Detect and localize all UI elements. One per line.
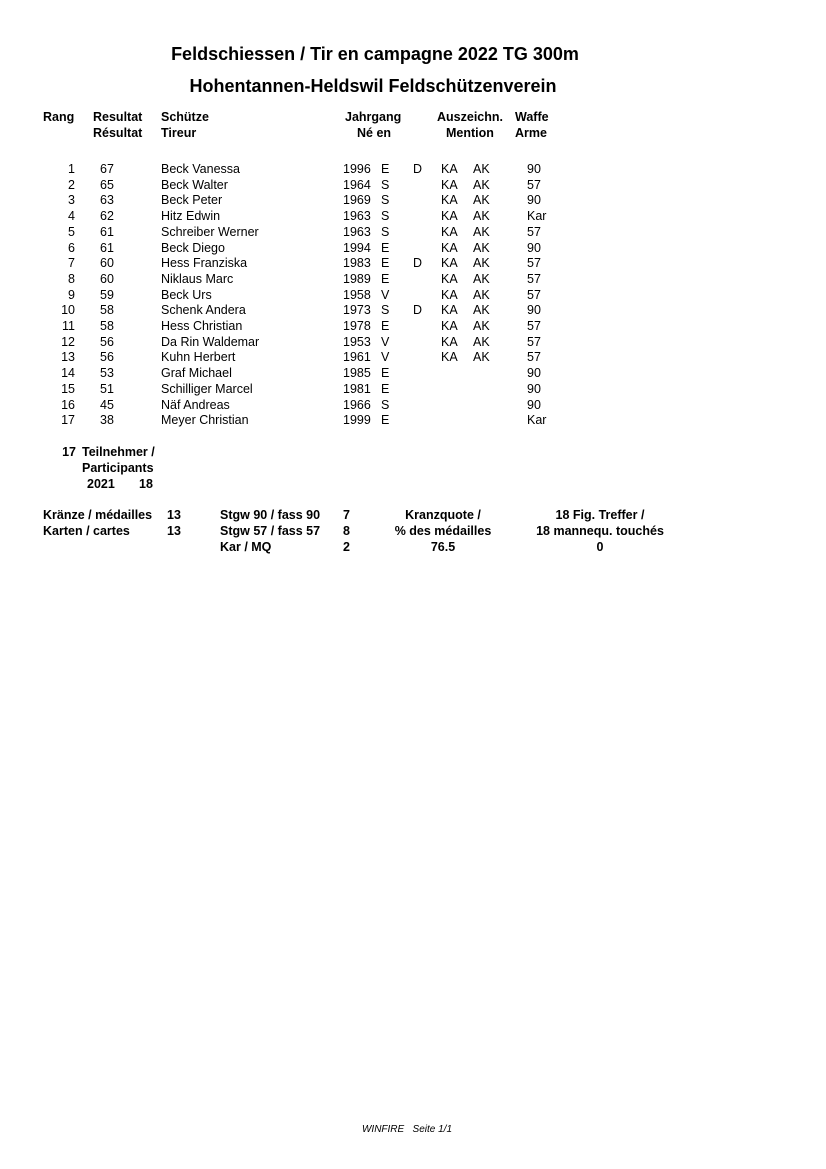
cell-d: D bbox=[413, 162, 423, 176]
cell-ka: KA bbox=[441, 224, 458, 239]
cell-ak: AK bbox=[473, 271, 490, 286]
cell-resultat: 60 bbox=[100, 271, 114, 286]
kranzquote-label: Kranzquote / bbox=[405, 508, 481, 522]
cell-rang: 10 bbox=[61, 303, 75, 318]
cell-waffe: 90 bbox=[527, 381, 541, 396]
cell-waffe: 57 bbox=[527, 177, 541, 192]
kraenze-label: Kränze / médailles bbox=[43, 508, 153, 522]
cell-ak: AK bbox=[473, 193, 490, 208]
participants-label-fr: Participants bbox=[82, 461, 154, 475]
cell-waffe: 57 bbox=[527, 256, 541, 271]
participants-prev-count: 18 bbox=[139, 477, 153, 491]
cell-name: Beck Vanessa bbox=[161, 162, 240, 176]
cell-rang: 1 bbox=[68, 162, 75, 176]
cell-waffe: 57 bbox=[527, 334, 541, 349]
cell-ka: KA bbox=[441, 271, 458, 286]
cell-resultat: 62 bbox=[100, 209, 114, 224]
cell-d: D bbox=[413, 303, 423, 318]
page-title: Feldschiessen / Tir en campagne 2022 TG 300m bbox=[171, 44, 579, 64]
cell-waffe: 57 bbox=[527, 350, 541, 365]
cell-name: Hess Franziska bbox=[161, 256, 248, 271]
cell-resultat: 61 bbox=[100, 240, 114, 255]
cell-kategorie: S bbox=[381, 177, 390, 192]
cell-waffe: 57 bbox=[527, 271, 541, 286]
cell-jahrgang: 1978 bbox=[343, 319, 371, 333]
cell-name: Näf Andreas bbox=[161, 397, 230, 412]
header-tireur: Tireur bbox=[161, 126, 197, 140]
cell-resultat: 65 bbox=[100, 177, 114, 192]
header-resultat-fr: Résultat bbox=[93, 126, 143, 140]
cell-waffe: 57 bbox=[527, 319, 541, 333]
cell-name: Niklaus Marc bbox=[161, 271, 234, 286]
fig-treffer-label-fr: 18 mannequ. touchés bbox=[536, 524, 664, 538]
fig-treffer-value: 0 bbox=[596, 540, 604, 554]
cell-name: Schilliger Marcel bbox=[161, 381, 253, 396]
cell-ka: KA bbox=[441, 240, 458, 255]
cell-waffe: 90 bbox=[527, 162, 541, 176]
cell-jahrgang: 1996 bbox=[343, 162, 371, 176]
cell-rang: 8 bbox=[68, 271, 75, 286]
cell-rang: 15 bbox=[61, 381, 75, 396]
cell-jahrgang: 1985 bbox=[343, 366, 371, 381]
cell-kategorie: E bbox=[381, 162, 390, 176]
cell-name: Graf Michael bbox=[161, 366, 232, 381]
cell-jahrgang: 1999 bbox=[343, 413, 371, 428]
cell-kategorie: S bbox=[381, 224, 390, 239]
cell-ka: KA bbox=[441, 287, 458, 302]
header-schuetze: Schütze bbox=[161, 110, 209, 124]
cell-name: Schreiber Werner bbox=[161, 224, 259, 239]
header-auszeichnung: Auszeichn. bbox=[437, 110, 503, 124]
cell-resultat: 51 bbox=[100, 381, 114, 396]
cell-jahrgang: 1981 bbox=[343, 381, 371, 396]
cell-resultat: 58 bbox=[100, 319, 114, 333]
fig-treffer-label: 18 Fig. Treffer / bbox=[555, 508, 645, 522]
cell-kategorie: S bbox=[381, 303, 390, 318]
cell-ka: KA bbox=[441, 256, 458, 271]
cell-resultat: 56 bbox=[100, 350, 114, 365]
cell-name: Meyer Christian bbox=[161, 413, 249, 428]
cell-waffe: 90 bbox=[527, 366, 541, 381]
cell-kategorie: E bbox=[381, 256, 390, 271]
cell-rang: 11 bbox=[62, 319, 75, 333]
cell-ak: AK bbox=[473, 224, 490, 239]
cell-kategorie: E bbox=[381, 271, 390, 286]
kar-value: 2 bbox=[343, 540, 350, 554]
cell-ka: KA bbox=[441, 319, 458, 333]
cell-waffe: Kar bbox=[527, 413, 547, 428]
cell-kategorie: E bbox=[381, 319, 390, 333]
cell-resultat: 45 bbox=[100, 397, 114, 412]
page-footer: WINFIRE Seite 1/1 bbox=[361, 1124, 453, 1135]
cell-resultat: 61 bbox=[100, 224, 114, 239]
cell-ak: AK bbox=[473, 162, 490, 176]
cell-kategorie: E bbox=[381, 381, 390, 396]
cell-d: D bbox=[413, 256, 423, 271]
header-ne-en: Né en bbox=[357, 126, 392, 140]
cell-ka: KA bbox=[441, 177, 458, 192]
cell-ak: AK bbox=[473, 256, 490, 271]
cell-rang: 4 bbox=[68, 209, 75, 224]
header-resultat: Resultat bbox=[93, 110, 143, 124]
cell-jahrgang: 1969 bbox=[343, 193, 371, 208]
cell-kategorie: V bbox=[381, 287, 390, 302]
cell-ka: KA bbox=[441, 193, 458, 208]
cell-resultat: 63 bbox=[100, 193, 114, 208]
cell-name: Hitz Edwin bbox=[161, 209, 221, 224]
kranzquote-value: 76.5 bbox=[430, 540, 456, 554]
cell-name: Beck Peter bbox=[161, 193, 223, 208]
cell-jahrgang: 1953 bbox=[343, 334, 371, 349]
cell-jahrgang: 1994 bbox=[343, 240, 371, 255]
cell-resultat: 58 bbox=[100, 303, 114, 318]
cell-name: Kuhn Herbert bbox=[161, 350, 236, 365]
kranzquote-label-fr: % des médailles bbox=[394, 524, 492, 538]
cell-ak: AK bbox=[473, 350, 490, 365]
participants-label: Teilnehmer / bbox=[82, 445, 155, 459]
cell-name: Schenk Andera bbox=[161, 303, 246, 318]
cell-ak: AK bbox=[473, 334, 490, 349]
header-rang: Rang bbox=[43, 110, 75, 124]
cell-rang: 17 bbox=[61, 413, 75, 428]
cell-rang: 9 bbox=[68, 287, 75, 302]
cell-ak: AK bbox=[473, 319, 490, 333]
cell-resultat: 56 bbox=[100, 334, 114, 349]
cell-rang: 3 bbox=[68, 193, 75, 208]
cell-waffe: 57 bbox=[527, 224, 541, 239]
karten-label: Karten / cartes bbox=[43, 524, 130, 538]
cell-jahrgang: 1958 bbox=[343, 287, 371, 302]
karten-value: 13 bbox=[167, 524, 181, 538]
cell-rang: 14 bbox=[61, 366, 75, 381]
cell-kategorie: V bbox=[381, 334, 390, 349]
cell-ka: KA bbox=[441, 350, 458, 365]
cell-waffe: 90 bbox=[527, 240, 541, 255]
cell-jahrgang: 1961 bbox=[343, 350, 371, 365]
header-mention: Mention bbox=[446, 126, 494, 140]
cell-ak: AK bbox=[473, 240, 490, 255]
cell-ak: AK bbox=[473, 287, 490, 302]
cell-rang: 12 bbox=[61, 334, 75, 349]
cell-name: Beck Walter bbox=[161, 177, 228, 192]
cell-resultat: 53 bbox=[100, 366, 114, 381]
cell-name: Beck Urs bbox=[161, 287, 212, 302]
cell-jahrgang: 1963 bbox=[343, 224, 371, 239]
cell-ak: AK bbox=[473, 209, 490, 224]
kar-label: Kar / MQ bbox=[220, 540, 272, 554]
cell-kategorie: S bbox=[381, 397, 390, 412]
cell-jahrgang: 1964 bbox=[343, 177, 371, 192]
cell-resultat: 59 bbox=[100, 287, 114, 302]
cell-kategorie: E bbox=[381, 413, 390, 428]
cell-jahrgang: 1963 bbox=[343, 209, 371, 224]
stgw57-value: 8 bbox=[343, 524, 350, 538]
cell-jahrgang: 1983 bbox=[343, 256, 371, 271]
cell-name: Da Rin Waldemar bbox=[161, 334, 260, 349]
cell-rang: 5 bbox=[68, 224, 75, 239]
cell-ka: KA bbox=[441, 334, 458, 349]
stgw90-label: Stgw 90 / fass 90 bbox=[220, 508, 321, 522]
cell-waffe: 90 bbox=[527, 193, 541, 208]
cell-ak: AK bbox=[473, 303, 490, 318]
kraenze-value: 13 bbox=[167, 508, 181, 522]
stgw90-value: 7 bbox=[343, 508, 350, 522]
cell-rang: 7 bbox=[68, 256, 75, 271]
cell-kategorie: E bbox=[381, 366, 390, 381]
cell-jahrgang: 1973 bbox=[343, 303, 371, 318]
cell-ka: KA bbox=[441, 162, 458, 176]
cell-kategorie: V bbox=[381, 350, 390, 365]
cell-rang: 2 bbox=[68, 177, 75, 192]
cell-kategorie: S bbox=[381, 193, 390, 208]
participants-count: 17 bbox=[62, 445, 76, 459]
cell-name: Beck Diego bbox=[161, 240, 225, 255]
cell-resultat: 60 bbox=[100, 256, 114, 271]
cell-ka: KA bbox=[441, 209, 458, 224]
header-arme: Arme bbox=[515, 126, 547, 140]
cell-resultat: 67 bbox=[100, 162, 114, 176]
stgw57-label: Stgw 57 / fass 57 bbox=[220, 524, 321, 538]
cell-rang: 16 bbox=[61, 397, 75, 412]
cell-rang: 6 bbox=[68, 240, 75, 255]
cell-rang: 13 bbox=[61, 350, 75, 365]
cell-jahrgang: 1989 bbox=[343, 271, 371, 286]
header-waffe: Waffe bbox=[515, 110, 549, 124]
cell-ak: AK bbox=[473, 177, 490, 192]
cell-name: Hess Christian bbox=[161, 319, 243, 333]
cell-resultat: 38 bbox=[100, 413, 114, 428]
cell-waffe: Kar bbox=[527, 209, 547, 224]
cell-waffe: 57 bbox=[527, 287, 541, 302]
club-name: Hohentannen-Heldswil Feldschützenverein bbox=[189, 76, 557, 96]
cell-jahrgang: 1966 bbox=[343, 397, 371, 412]
header-jahrgang: Jahrgang bbox=[345, 110, 402, 124]
cell-ka: KA bbox=[441, 303, 458, 318]
cell-kategorie: S bbox=[381, 209, 390, 224]
cell-waffe: 90 bbox=[527, 303, 541, 318]
cell-kategorie: E bbox=[381, 240, 390, 255]
participants-prev-year: 2021 bbox=[87, 477, 115, 491]
cell-waffe: 90 bbox=[527, 397, 541, 412]
